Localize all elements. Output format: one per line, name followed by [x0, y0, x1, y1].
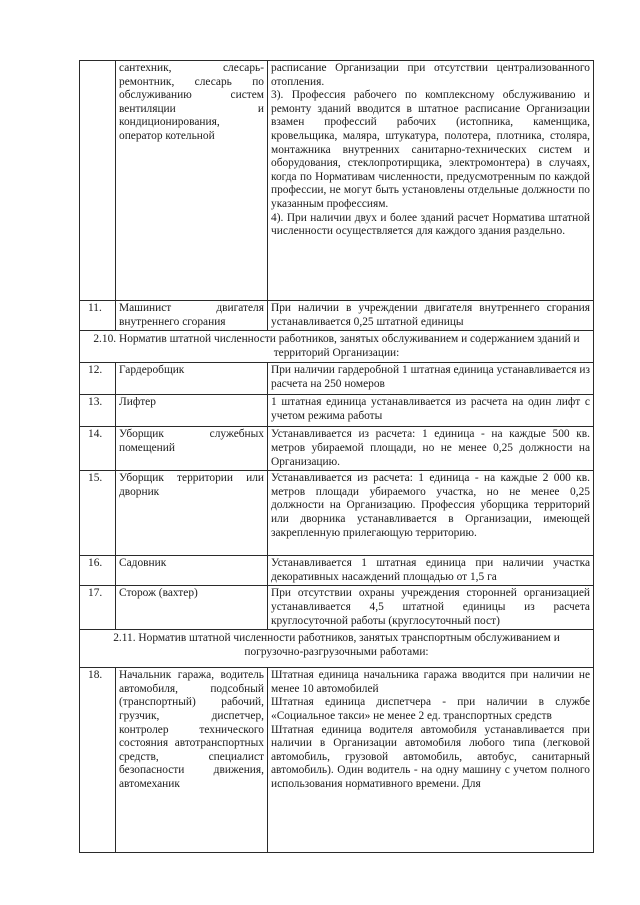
table-row: [80, 427, 594, 471]
norm-description-cell: [268, 471, 594, 556]
row-number: 18.: [80, 668, 116, 853]
table-row: [80, 363, 594, 395]
row-number: 11.: [80, 301, 116, 331]
norm-paragraph: Штатная единица диспетчера - при наличии в службе «Социальное такси» не менее 2 ед. транспортных средств: [271, 696, 590, 722]
section-heading-row: [80, 630, 594, 668]
norm-paragraph: 4). При наличии двух и более зданий расчет Норматива штатной численности осуществляется для каждого здания раздельно.: [271, 211, 590, 238]
section-heading-row: [80, 331, 594, 363]
table-row: [80, 668, 594, 853]
section-heading: 2.10. Норматив штатной численности работников, занятых обслуживанием и содержанием зданий и территорий Организации:: [80, 331, 594, 363]
norm-paragraph: Устанавливается из расчета: 1 единица - на каждые 2 000 кв. метров площади убираемого участка, но не менее 0,25 должности на Организацию. Профессия уборщика территорий или дворника устанавливается в Организации, имеющей закрепленную прилегающую территорию.: [271, 472, 590, 539]
position-name: Машинист двигателя внутреннего сгорания: [119, 302, 264, 328]
position-name-cell: [116, 586, 268, 630]
position-name: Садовник: [119, 557, 167, 570]
norm-paragraph: При наличии гардеробной 1 штатная единица устанавливается из расчета на 250 номеров: [271, 364, 590, 390]
row-number: 14.: [80, 427, 116, 471]
row-number: 13.: [80, 395, 116, 427]
position-name-cell: [116, 471, 268, 556]
position-name: Гардеробщик: [119, 364, 185, 377]
norm-paragraph: 3). Профессия рабочего по комплексному обслуживанию и ремонту зданий вводится в штатное расписание Организации взамен профессий рабочих (истопника, каменщика, кровельщика, маляра, штукатура, полотера, плотника, столяра, монтажника внутренних санитарно-технических систем и оборудования, стеклопротирщика, электромонтера) в случаях, когда по Нормативам численности, предусмотренным по каждой профессии, не могут быть установлены отдельные должности по указанным профессиям.: [271, 89, 590, 210]
position-name: Лифтер: [119, 396, 156, 409]
norm-paragraph: расписание Организации при отсутствии централизованного отопления.: [271, 62, 590, 88]
norm-description-cell: [268, 668, 594, 853]
position-name: Начальник гаража, водитель автомобиля, подсобный (транспортный) рабочий, грузчик, диспетчер, контролер технического состояния автотранспортных средств, специалист безопасности движения, автомеханик: [119, 669, 264, 790]
row-number: [80, 61, 116, 301]
position-name: сантехник, слесарь-ремонтник, слесарь по обслуживанию систем вентиляции и кондиционирования, оператор котельной: [119, 62, 264, 142]
norm-description-cell: [268, 301, 594, 331]
table-row: [80, 586, 594, 630]
row-number: 15.: [80, 471, 116, 556]
norm-description-cell: [268, 586, 594, 630]
section-heading: 2.11. Норматив штатной численности работников, занятых транспортным обслуживанием и погрузочно-разгрузочными работами:: [80, 630, 594, 668]
norm-description-cell: [268, 61, 594, 301]
position-name-cell: [116, 61, 268, 301]
norm-description-cell: [268, 556, 594, 586]
staffing-norms-table: [79, 60, 594, 853]
position-name-cell: [116, 395, 268, 427]
table-row: [80, 301, 594, 331]
row-number: 17.: [80, 586, 116, 630]
table-row: [80, 395, 594, 427]
position-name-cell: [116, 363, 268, 395]
position-name-cell: [116, 427, 268, 471]
table-row: [80, 61, 594, 301]
norm-paragraph: Штатная единица начальника гаража вводится при наличии не менее 10 автомобилей: [271, 669, 590, 695]
position-name: Уборщик служебных помещений: [119, 428, 264, 454]
norm-description-cell: [268, 363, 594, 395]
norm-description-cell: [268, 427, 594, 471]
table-row: [80, 471, 594, 556]
table-row: [80, 556, 594, 586]
row-number: 16.: [80, 556, 116, 586]
norm-paragraph: При наличии в учреждении двигателя внутреннего сгорания устанавливается 0,25 штатной единицы: [271, 302, 590, 328]
position-name-cell: [116, 556, 268, 586]
position-name-cell: [116, 668, 268, 853]
position-name: Уборщик территории или дворник: [119, 472, 264, 498]
row-number: 12.: [80, 363, 116, 395]
norm-description-cell: [268, 395, 594, 427]
position-name: Сторож (вахтер): [119, 587, 198, 600]
norm-paragraph: Штатная единица водителя автомобиля устанавливается при наличии в Организации автомобиля любого типа (легковой автомобиль, грузовой автомобиль, автобус, санитарный автомобиль). Один водитель - на одну машину с учетом полного использования нормативного времени. Для: [271, 723, 590, 790]
norm-paragraph: При отсутствии охраны учреждения сторонней организацией устанавливается 4,5 штатной единицы из расчета круглосуточной работы (круглосуточный пост): [271, 587, 590, 627]
norm-paragraph: Устанавливается 1 штатная единица при наличии участка декоративных насаждений площадью от 1,5 га: [271, 557, 590, 583]
position-name-cell: [116, 301, 268, 331]
norm-paragraph: 1 штатная единица устанавливается из расчета на один лифт с учетом режима работы: [271, 396, 590, 422]
norm-paragraph: Устанавливается из расчета: 1 единица - на каждые 500 кв. метров убираемой площади, но не менее 0,25 должности на Организацию.: [271, 428, 590, 468]
table-body: [80, 61, 594, 853]
